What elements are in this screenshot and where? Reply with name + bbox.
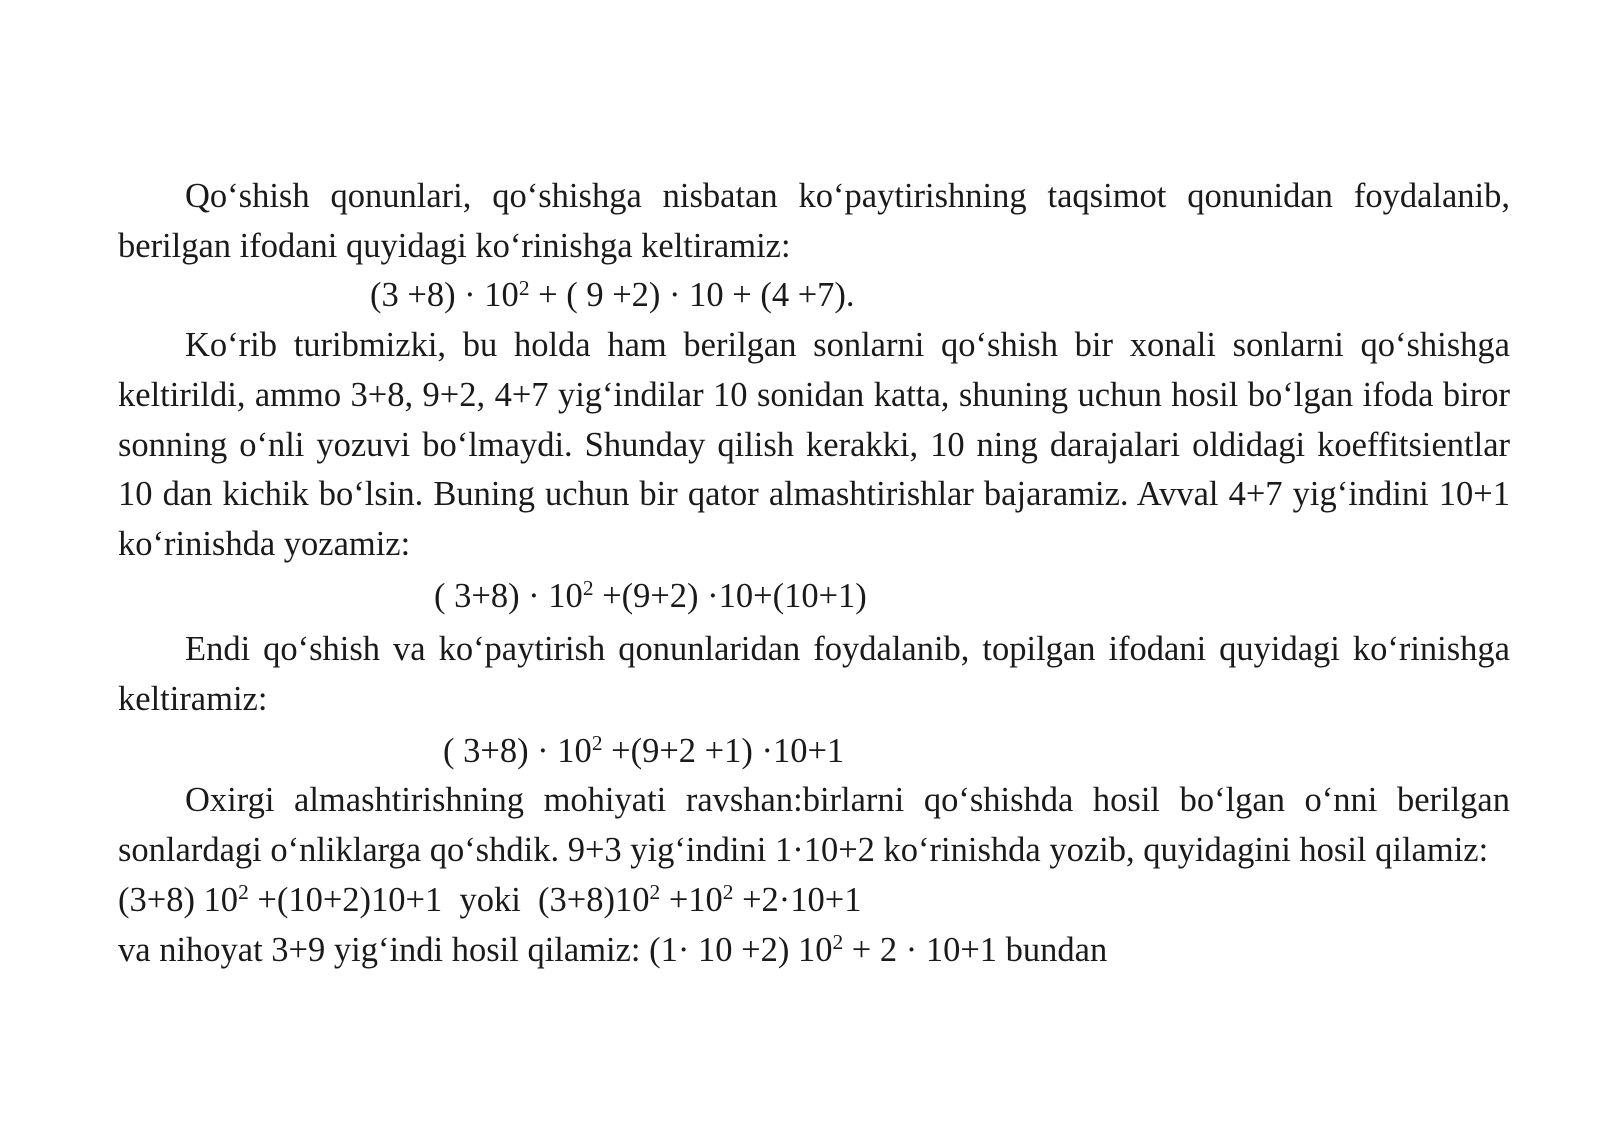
line-5-part-a: (3+8) 10 bbox=[118, 880, 239, 919]
line-5-part-c: +10 bbox=[660, 880, 723, 919]
line-5-part-b: +(10+2)10+1 yoki (3+8)10 bbox=[248, 880, 650, 919]
formula-line-5 bbox=[118, 876, 1510, 926]
formula-line-6 bbox=[118, 926, 1510, 976]
formula-1 bbox=[118, 271, 1510, 321]
line-6-part-b: + 2 · 10+1 bundan bbox=[843, 930, 1108, 969]
formula-1-part-a: (3 +8) · 10 bbox=[370, 276, 519, 315]
formula-2-exponent: 2 bbox=[582, 575, 594, 600]
formula-2-part-a: ( 3+8) · 10 bbox=[434, 576, 583, 615]
paragraph-3: Endi qo‘shish va ko‘paytirish qonunlaridan foydalanib, topilgan ifodani quyidagi ko‘rinishga keltiramiz: bbox=[118, 630, 1510, 719]
line-5-exponent-3: 2 bbox=[722, 880, 734, 905]
paragraph-2: Ko‘rib turibmizki, bu holda ham berilgan sonlarni qo‘shish bir xonali sonlarni qo‘shishga keltirildi, ammo 3+8, 9+2, 4+7 yig‘indilar 10 sonidan katta, shuning uchun hosil bo‘lgan ifoda biror sonning o‘nli yozuvi bo‘lmaydi. Shunday qilish kerakki, 10 ning darajalari oldidagi koeffitsientlar 10 dan kichik bo‘lsin. Buning uchun bir qator almashtirishlar bajaramiz. Avval 4+7 yig‘indini 10+1 ko‘rinishda yozamiz: bbox=[118, 326, 1510, 563]
formula-1-exponent: 2 bbox=[518, 275, 530, 300]
formula-1-part-b: + ( 9 +2) · 10 + (4 +7). bbox=[529, 276, 855, 315]
formula-2-part-b: +(9+2) ·10+(10+1) bbox=[593, 576, 867, 615]
line-6-exponent-1: 2 bbox=[832, 929, 844, 954]
formula-3-exponent: 2 bbox=[591, 730, 603, 755]
paragraph-1: Qo‘shish qonunlari, qo‘shishga nisbatan ko‘paytirishning taqsimot qonunidan foydalanib, berilgan ifodani quyidagi ko‘rinishga keltiramiz: bbox=[118, 177, 1510, 265]
line-5-exponent-1: 2 bbox=[238, 880, 249, 905]
formula-3-part-b: +(9+2 +1) ·10+1 bbox=[602, 731, 845, 770]
paragraph-4: Oxirgi almashtirishning mohiyati ravshan:birlarni qo‘shishda hosil bo‘lgan o‘nni berilgan sonlardagi o‘nliklarga qo‘shdik. 9+3 yig‘indini 1·10+2 ko‘rinishda yozib, quyidagini hosil qilamiz: bbox=[118, 781, 1510, 870]
formula-3 bbox=[118, 727, 1510, 777]
line-5-part-d: +2·10+1 bbox=[733, 880, 862, 919]
formula-2 bbox=[118, 572, 1510, 622]
formula-3-part-a: ( 3+8) · 10 bbox=[443, 731, 592, 770]
line-5-exponent-2: 2 bbox=[649, 880, 661, 905]
document-body bbox=[118, 172, 1510, 975]
line-6-part-a: va nihoyat 3+9 yig‘indi hosil qilamiz: (1· 10 +2) 10 bbox=[118, 930, 833, 969]
